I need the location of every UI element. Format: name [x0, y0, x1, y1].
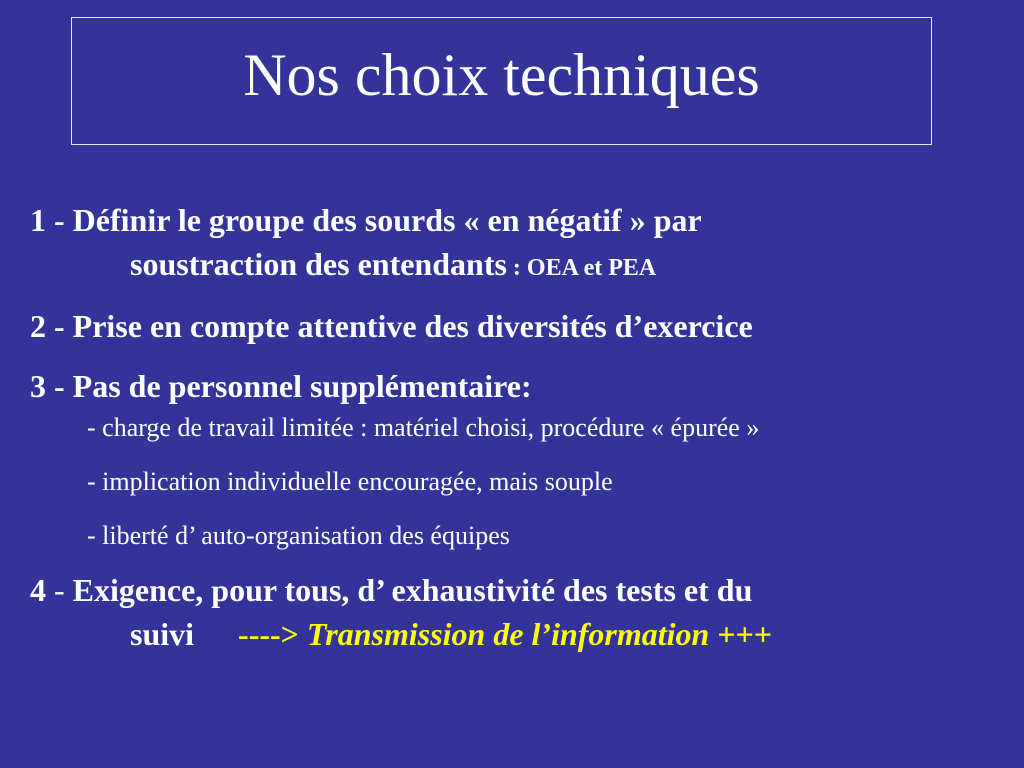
slide-content — [30, 198, 1010, 656]
point-4-transmission: Transmission de l’information — [306, 616, 710, 652]
point-1 — [30, 198, 1010, 290]
point-3-sub-1: - charge de travail limitée : matériel choisi, procédure « épurée » — [87, 413, 760, 442]
point-1-line1: 1 - Définir le groupe des sourds « en négatif » par — [30, 202, 702, 238]
point-2 — [30, 304, 1010, 348]
point-1-line2-main: soustraction des entendants — [130, 246, 507, 282]
point-4-line2 — [30, 612, 1010, 656]
point-1-line2-small: : OEA et PEA — [506, 255, 657, 281]
point-3 — [30, 364, 1010, 408]
point-3-text: 3 - Pas de personnel supplémentaire: — [30, 368, 532, 404]
point-4-plus: +++ — [717, 616, 773, 652]
point-3-sub-2: - implication individuelle encouragée, mais souple — [87, 467, 613, 496]
point-4 — [30, 568, 1010, 656]
slide-title: Nos choix techniques — [243, 42, 760, 108]
point-4-line2-main: suivi — [130, 616, 195, 652]
point-3-sub-3: - liberté d’ auto-organisation des équipes — [87, 521, 510, 550]
title-box — [71, 17, 932, 145]
point-4-line1-wrap — [30, 572, 752, 608]
point-1-line2 — [30, 242, 1010, 290]
point-4-line1: Exigence, pour tous, d’ exhaustivité des tests et du — [72, 572, 753, 608]
point-4-dash: - — [46, 572, 73, 608]
point-4-arrow: ----> — [238, 616, 299, 652]
point-4-number: 4 — [30, 572, 46, 608]
point-2-text: 2 - Prise en compte attentive des diversités d’exercice — [30, 308, 753, 344]
